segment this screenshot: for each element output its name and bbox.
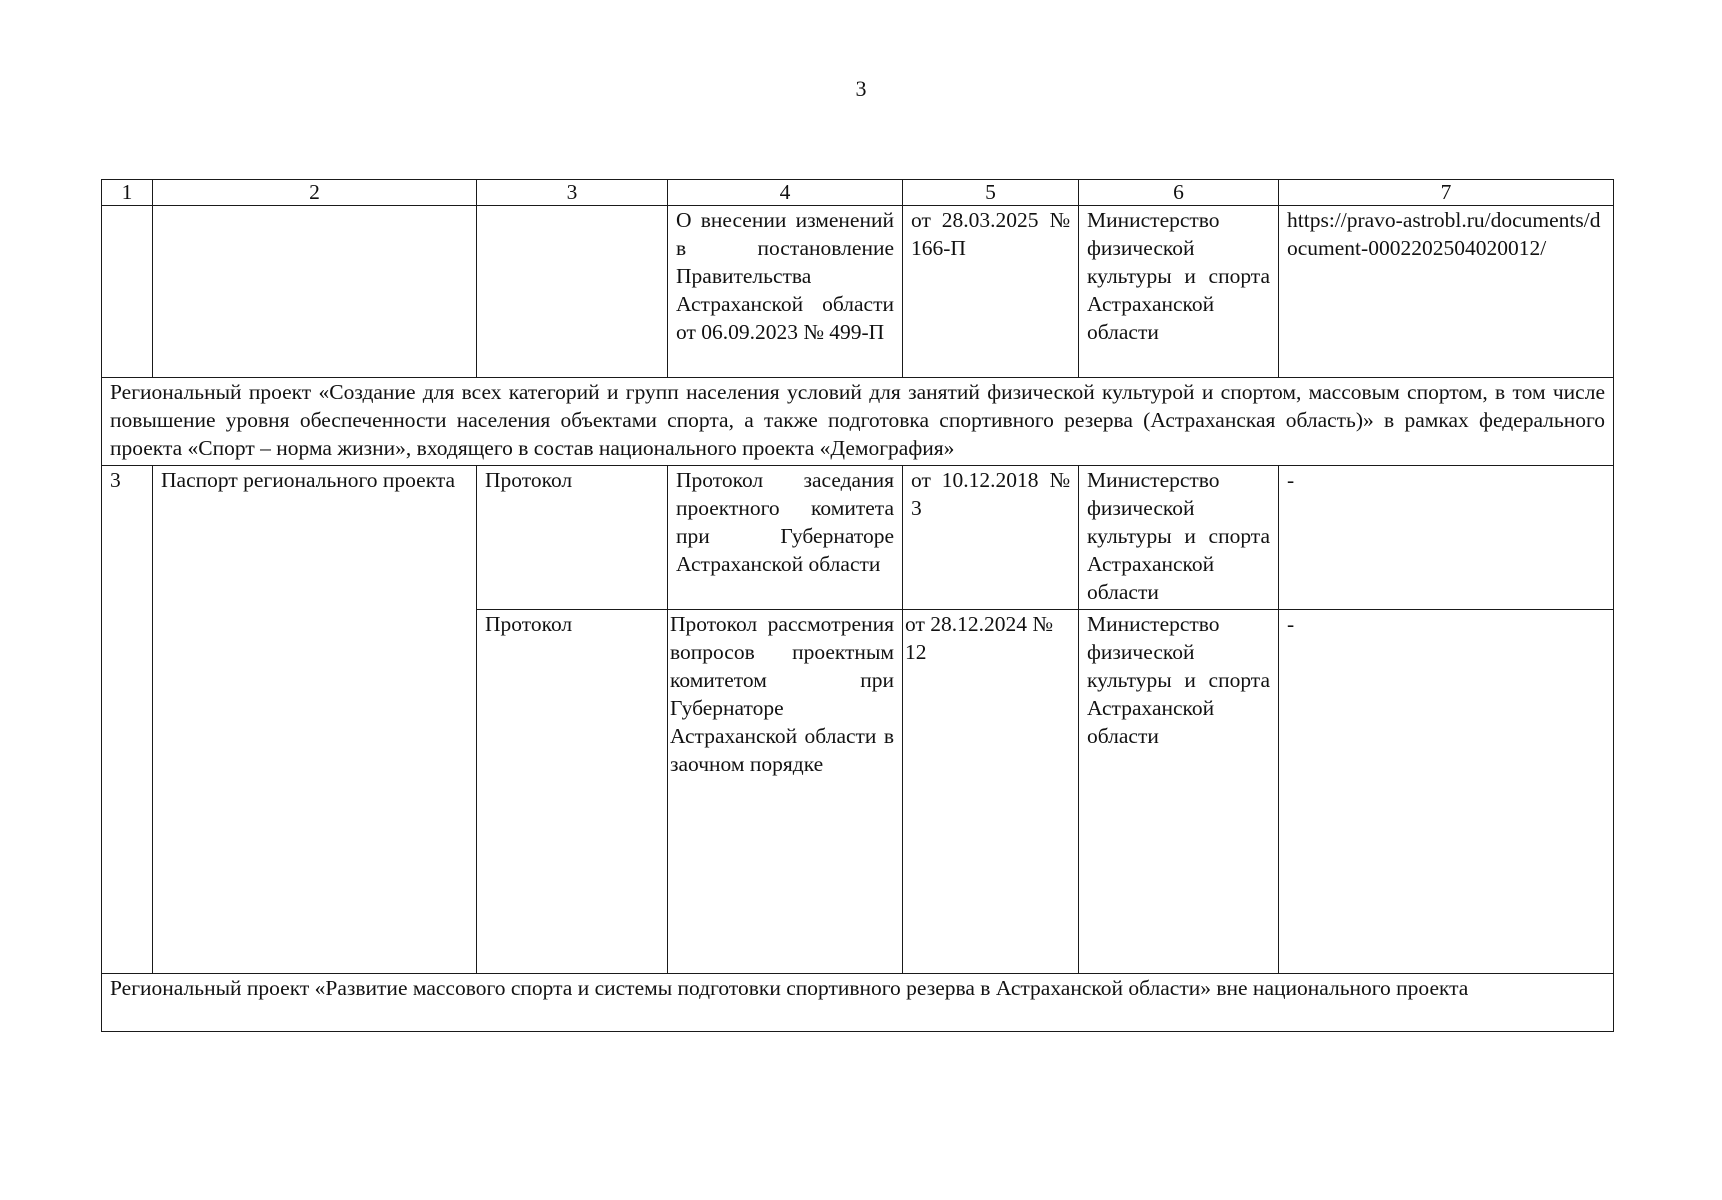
document-date-cell: от 28.12.2024 № 12 [903, 610, 1079, 974]
header-cell-5: 5 [903, 180, 1079, 206]
section-title-1: Региональный проект «Создание для всех категорий и групп населения условий для занятий физической культурой и спортом, массовым спортом, в том числе повышение уровня обеспеченности населения объектами спорта, а также подготовка спортивного резерва (Астраханская область)» в рамках федерального проекта «Спорт – норма жизни», входящего в состав национального проекта «Демография» [102, 378, 1614, 466]
header-cell-4: 4 [668, 180, 903, 206]
responsible-body-cell: Министерство физической культуры и спорта Астраханской области [1079, 206, 1279, 378]
header-cell-3: 3 [477, 180, 668, 206]
row-number-cell: 3 [102, 466, 153, 974]
header-row [102, 180, 1614, 206]
header-cell-1: 1 [102, 180, 153, 206]
header-cell-7: 7 [1279, 180, 1614, 206]
document-date-cell: от 28.03.2025 № 166-П [903, 206, 1079, 378]
document-link-cell[interactable]: https://pravo-astrobl.ru/documents/document-0002202504020012/ [1279, 206, 1614, 378]
responsible-body-cell: Министерство физической культуры и спорта Астраханской области [1079, 610, 1279, 974]
header-cell-2: 2 [153, 180, 477, 206]
header-cell-6: 6 [1079, 180, 1279, 206]
document-title-cell: Протокол заседания проектного комитета при Губернаторе Астраханской области [668, 466, 903, 610]
section-row-2 [102, 974, 1614, 1032]
document-kind-cell: Протокол [477, 466, 668, 610]
document-title-cell: Протокол рассмотрения вопросов проектным комитетом при Губернаторе Астраханской области в заочном порядке [668, 610, 903, 974]
document-table [101, 179, 1614, 1032]
document-link-cell: - [1279, 466, 1614, 610]
page-number: 3 [855, 76, 867, 101]
row-number-cell [102, 206, 153, 378]
responsible-body-cell: Министерство физической культуры и спорта Астраханской области [1079, 466, 1279, 610]
document-type-cell [153, 206, 477, 378]
document-title-cell: О внесении изменений в постановление Правительства Астраханской области от 06.09.2023 № 499-П [668, 206, 903, 378]
table-row-amendment [102, 206, 1614, 378]
document-kind-cell [477, 206, 668, 378]
table-row-passport-entry-1 [102, 466, 1614, 610]
section-title-2: Региональный проект «Развитие массового спорта и системы подготовки спортивного резерва в Астраханской области» вне национального проекта [102, 974, 1614, 1032]
section-row-1 [102, 378, 1614, 466]
document-date-cell: от 10.12.2018 № 3 [903, 466, 1079, 610]
document-type-cell: Паспорт регионального проекта [153, 466, 477, 974]
document-kind-cell: Протокол [477, 610, 668, 974]
document-link-cell: - [1279, 610, 1614, 974]
